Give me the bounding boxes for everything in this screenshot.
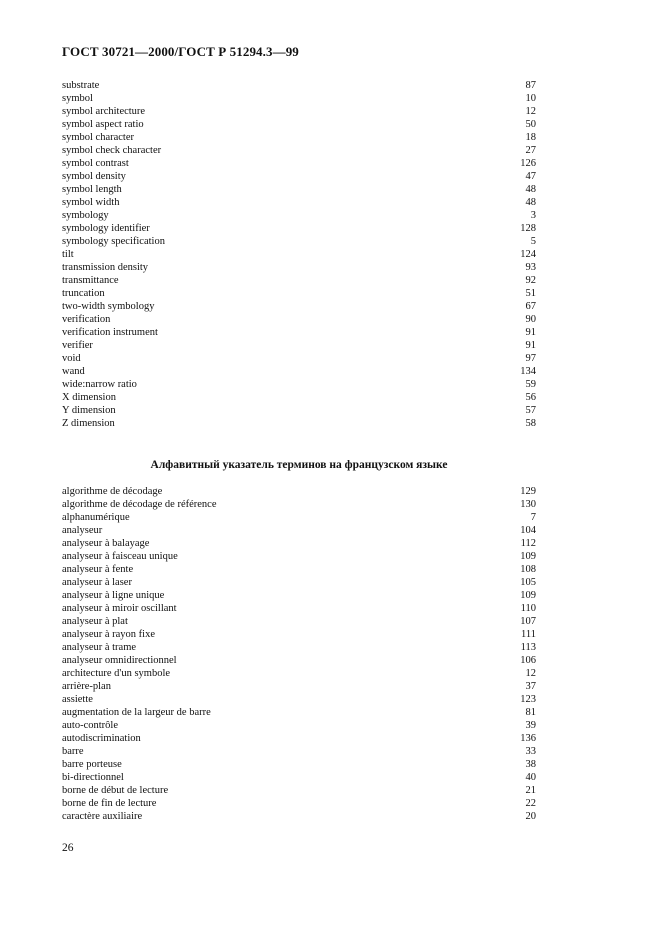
- index-entry: [62, 196, 536, 209]
- index-entry: [62, 339, 536, 352]
- index-entry: [62, 485, 536, 498]
- index-term: autodiscrimination: [62, 733, 141, 744]
- index-term: symbol: [62, 93, 93, 104]
- index-entry: [62, 589, 536, 602]
- index-term: analyseur à ligne unique: [62, 590, 165, 601]
- index-term: barre: [62, 746, 84, 757]
- index-term: verification: [62, 314, 111, 325]
- index-entry: [62, 615, 536, 628]
- index-page-number: 108: [520, 564, 536, 575]
- index-entry: [62, 131, 536, 144]
- index-page-number: 106: [520, 655, 536, 666]
- index-page-number: 97: [525, 353, 536, 364]
- index-entry: [62, 693, 536, 706]
- index-entry: [62, 602, 536, 615]
- index-entry: [62, 235, 536, 248]
- index-page-number: 128: [520, 223, 536, 234]
- index-term: substrate: [62, 80, 100, 91]
- index-page-number: 112: [520, 538, 536, 549]
- index-term: analyseur à faisceau unique: [62, 551, 178, 562]
- index-term: analyseur à plat: [62, 616, 128, 627]
- index-page-number: 12: [525, 106, 536, 117]
- index-entry: [62, 550, 536, 563]
- index-entry: [62, 498, 536, 511]
- index-term: wide:narrow ratio: [62, 379, 137, 390]
- index-entry: [62, 537, 536, 550]
- index-entry: [62, 144, 536, 157]
- index-page-number: 113: [520, 642, 536, 653]
- index-term: symbol check character: [62, 145, 162, 156]
- index-entry: [62, 261, 536, 274]
- index-term: analyseur à rayon fixe: [62, 629, 155, 640]
- page-header: ГОСТ 30721—2000/ГОСТ Р 51294.3—99: [62, 44, 299, 59]
- index-entry: [62, 680, 536, 693]
- index-term: borne de début de lecture: [62, 785, 169, 796]
- index-page-number: 20: [525, 811, 536, 822]
- index-page-number: 21: [525, 785, 536, 796]
- index-page-number: 111: [521, 629, 536, 640]
- index-term: void: [62, 353, 81, 364]
- index-page-number: 51: [525, 288, 536, 299]
- index-term: auto-contrôle: [62, 720, 118, 731]
- index-term: verification instrument: [62, 327, 158, 338]
- index-page-number: 91: [525, 327, 536, 338]
- index-term: arrière-plan: [62, 681, 111, 692]
- index-entry: [62, 118, 536, 131]
- index-term: analyseur omnidirectionnel: [62, 655, 177, 666]
- index-term: symbol length: [62, 184, 122, 195]
- index-page-number: 18: [525, 132, 536, 143]
- index-term: alphanumérique: [62, 512, 130, 523]
- index-term: Z dimension: [62, 418, 115, 429]
- index-page-number: 126: [520, 158, 536, 169]
- index-term: architecture d'un symbole: [62, 668, 171, 679]
- index-page-number: 67: [525, 301, 536, 312]
- index-entry: [62, 771, 536, 784]
- index-term: analyseur: [62, 525, 103, 536]
- index-term: analyseur à laser: [62, 577, 132, 588]
- index-entry: [62, 641, 536, 654]
- index-entry: [62, 797, 536, 810]
- index-term: Y dimension: [62, 405, 116, 416]
- index-page-number: 37: [525, 681, 536, 692]
- index-page-number: 124: [520, 249, 536, 260]
- index-entry: [62, 157, 536, 170]
- index-page-number: 110: [520, 603, 536, 614]
- index-page-number: 58: [525, 418, 536, 429]
- index-entry: [62, 758, 536, 771]
- index-term: algorithme de décodage de référence: [62, 499, 217, 510]
- index-entry: [62, 105, 536, 118]
- index-term: barre porteuse: [62, 759, 122, 770]
- index-term: symbology specification: [62, 236, 165, 247]
- index-page-number: 109: [520, 590, 536, 601]
- index-term: assiette: [62, 694, 93, 705]
- index-term: two-width symbology: [62, 301, 155, 312]
- french-term-index: [62, 485, 536, 823]
- index-page-number: 50: [525, 119, 536, 130]
- index-page-number: 27: [525, 145, 536, 156]
- index-term: analyseur à balayage: [62, 538, 150, 549]
- index-entry: [62, 706, 536, 719]
- index-page-number: 5: [530, 236, 536, 247]
- english-term-index: [62, 79, 536, 430]
- index-entry: [62, 326, 536, 339]
- index-page-number: 129: [520, 486, 536, 497]
- index-page-number: 81: [525, 707, 536, 718]
- index-term: symbology: [62, 210, 109, 221]
- index-term: wand: [62, 366, 85, 377]
- index-page-number: 87: [525, 80, 536, 91]
- index-term: borne de fin de lecture: [62, 798, 157, 809]
- index-page-number: 109: [520, 551, 536, 562]
- index-page-number: 48: [525, 197, 536, 208]
- index-entry: [62, 378, 536, 391]
- index-term: symbol width: [62, 197, 120, 208]
- index-term: symbol density: [62, 171, 126, 182]
- index-entry: [62, 352, 536, 365]
- index-page-number: 22: [525, 798, 536, 809]
- index-page-number: 134: [520, 366, 536, 377]
- index-page-number: 91: [525, 340, 536, 351]
- index-term: symbol architecture: [62, 106, 146, 117]
- index-page-number: 12: [525, 668, 536, 679]
- index-page-number: 92: [525, 275, 536, 286]
- index-page-number: 10: [525, 93, 536, 104]
- index-term: verifier: [62, 340, 93, 351]
- index-page-number: 48: [525, 184, 536, 195]
- index-term: analyseur à fente: [62, 564, 134, 575]
- index-term: augmentation de la largeur de barre: [62, 707, 211, 718]
- index-entry: [62, 209, 536, 222]
- index-page-number: 38: [525, 759, 536, 770]
- index-page-number: 123: [520, 694, 536, 705]
- index-entry: [62, 404, 536, 417]
- index-entry: [62, 365, 536, 378]
- index-entry: [62, 300, 536, 313]
- index-page-number: 57: [525, 405, 536, 416]
- index-page-number: 107: [520, 616, 536, 627]
- index-page-number: 39: [525, 720, 536, 731]
- index-page-number: 93: [525, 262, 536, 273]
- index-entry: [62, 563, 536, 576]
- index-entry: [62, 287, 536, 300]
- index-entry: [62, 628, 536, 641]
- index-page-number: 33: [525, 746, 536, 757]
- index-entry: [62, 732, 536, 745]
- index-entry: [62, 719, 536, 732]
- index-term: symbol aspect ratio: [62, 119, 144, 130]
- index-entry: [62, 576, 536, 589]
- index-term: symbol contrast: [62, 158, 129, 169]
- index-term: bi-directionnel: [62, 772, 124, 783]
- index-entry: [62, 784, 536, 797]
- french-index-title: Алфавитный указатель терминов на французском языке: [150, 459, 448, 471]
- index-term: analyseur à trame: [62, 642, 137, 653]
- index-entry: [62, 391, 536, 404]
- index-entry: [62, 92, 536, 105]
- index-term: analyseur à miroir oscillant: [62, 603, 177, 614]
- index-page-number: 90: [525, 314, 536, 325]
- index-term: caractère auxiliaire: [62, 811, 143, 822]
- index-entry: [62, 667, 536, 680]
- index-entry: [62, 170, 536, 183]
- index-term: truncation: [62, 288, 105, 299]
- index-page-number: 59: [525, 379, 536, 390]
- index-page-number: 3: [530, 210, 536, 221]
- index-page-number: 40: [525, 772, 536, 783]
- index-entry: [62, 248, 536, 261]
- index-entry: [62, 810, 536, 823]
- index-entry: [62, 313, 536, 326]
- index-term: transmission density: [62, 262, 149, 273]
- index-entry: [62, 183, 536, 196]
- index-term: algorithme de décodage: [62, 486, 163, 497]
- index-term: tilt: [62, 249, 74, 260]
- index-entry: [62, 654, 536, 667]
- index-entry: [62, 274, 536, 287]
- index-page-number: 104: [520, 525, 536, 536]
- index-entry: [62, 745, 536, 758]
- index-entry: [62, 417, 536, 430]
- index-page-number: 136: [520, 733, 536, 744]
- page-number: 26: [62, 842, 74, 854]
- index-entry: [62, 524, 536, 537]
- index-page-number: 7: [530, 512, 536, 523]
- index-page-number: 130: [520, 499, 536, 510]
- index-entry: [62, 79, 536, 92]
- index-term: symbol character: [62, 132, 135, 143]
- index-term: X dimension: [62, 392, 116, 403]
- index-term: symbology identifier: [62, 223, 150, 234]
- index-entry: [62, 222, 536, 235]
- index-entry: [62, 511, 536, 524]
- index-term: transmittance: [62, 275, 119, 286]
- index-page-number: 105: [520, 577, 536, 588]
- index-page-number: 56: [525, 392, 536, 403]
- index-page-number: 47: [525, 171, 536, 182]
